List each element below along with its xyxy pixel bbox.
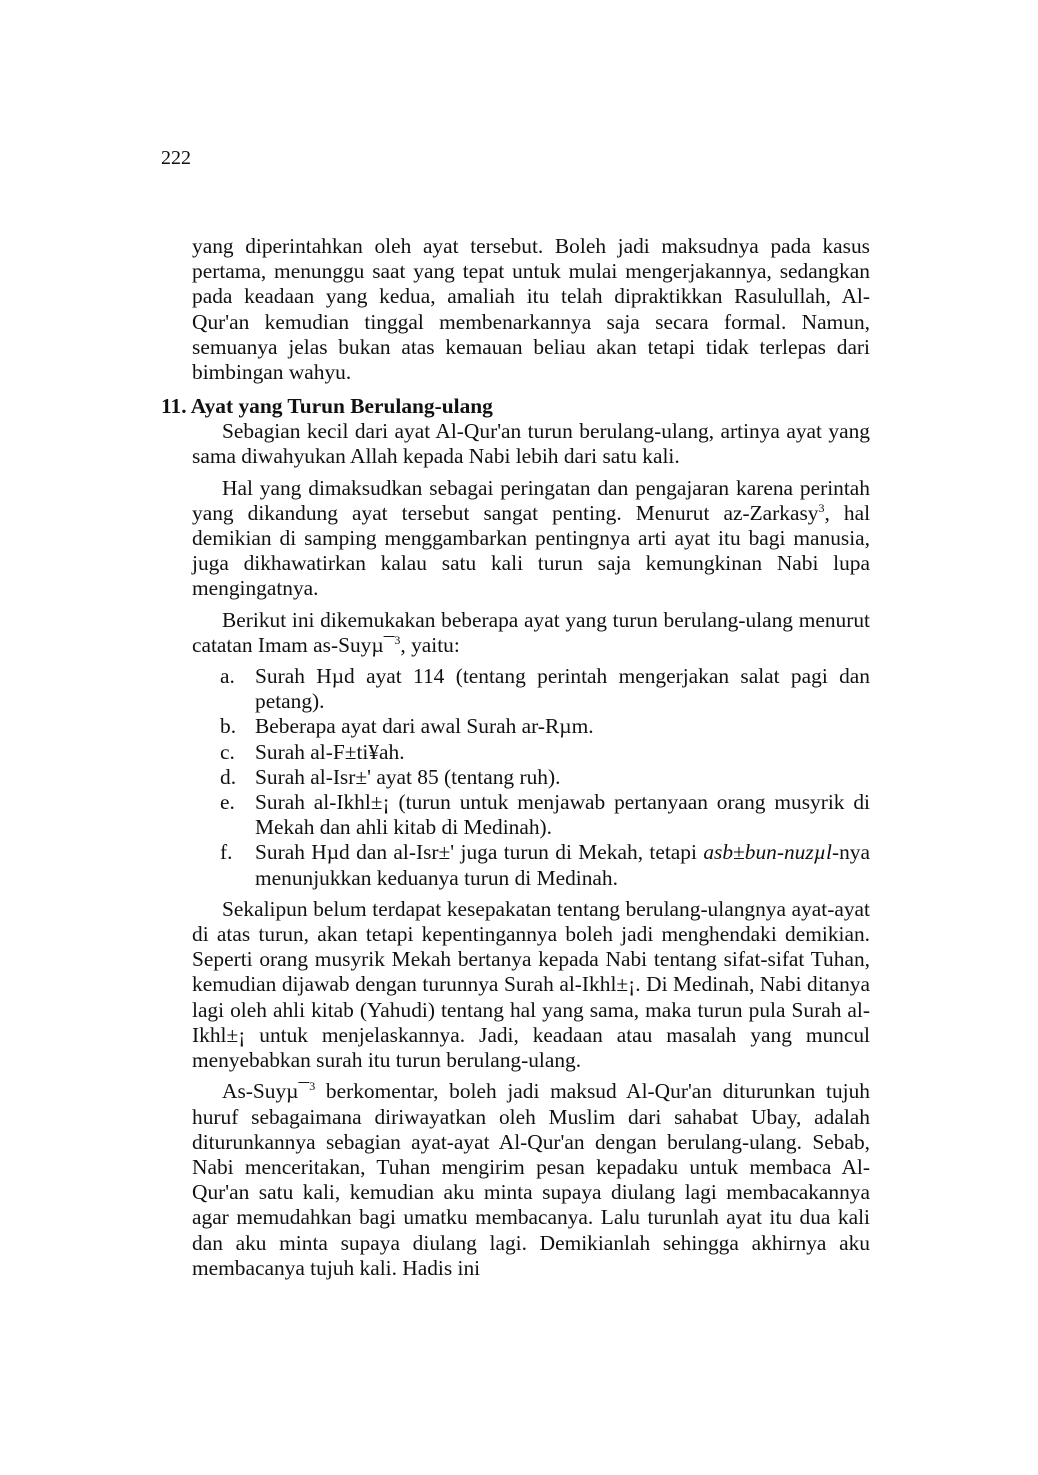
list-marker: a. <box>220 664 235 689</box>
list-item <box>192 765 870 790</box>
text-run: -nya menunjukkan keduanya turun di Medinah. <box>255 840 870 890</box>
footnote-ref: 3 <box>309 1079 316 1094</box>
footnote-ref: 3 <box>394 632 401 647</box>
list-marker: e. <box>220 790 235 815</box>
list-item-text <box>255 840 870 890</box>
list-item-text: Surah al-Isr±' ayat 85 (tentang ruh). <box>255 764 561 789</box>
list-item <box>192 714 870 739</box>
footnote-ref: 3 <box>818 500 825 515</box>
list-item <box>192 664 870 714</box>
paragraph-continuation: yang diperintahkan oleh ayat tersebut. Boleh jadi maksudnya pada kasus pertama, menunggu saat yang tepat untuk mulai mengerjakannya, sedangkan pada keadaan yang kedua, amaliah itu telah dipraktikkan Rasulullah, Al-Qur'an kemudian tinggal membenarkannya saja secara formal. Namun, semuanya jelas bukan atas kemauan beliau akan tetapi tidak terlepas dari bimbingan wahyu. <box>192 234 870 385</box>
paragraph-intro: Sebagian kecil dari ayat Al-Qur'an turun berulang-ulang, artinya ayat yang sama diwahyukan Allah kepada Nabi lebih dari satu kali. <box>192 419 870 469</box>
list-item <box>192 740 870 765</box>
list-marker: c. <box>220 739 235 764</box>
list-marker: d. <box>220 764 237 789</box>
text-run: , yaitu: <box>400 632 460 657</box>
text-run: , hal demikian di samping menggambarkan pentingnya arti ayat itu bagi manusia, juga dikhawatirkan kalau satu kali turun saja kemungkinan Nabi lupa mengingatnya. <box>192 500 871 601</box>
section-heading: 11. Ayat yang Turun Berulang-ulang <box>161 394 493 419</box>
text-run: Berikut ini dikemukakan beberapa ayat yang turun berulang-ulang menurut catatan Imam as-Suyµ¯ <box>192 607 870 657</box>
surah-list <box>192 664 870 891</box>
page-number: 222 <box>161 147 191 169</box>
text-run: Hal yang dimaksudkan sebagai peringatan dan pengajaran karena perintah yang dikandung ayat tersebut sangat penting. Menurut az-Zarkasy <box>192 475 870 525</box>
paragraph-list-intro <box>192 608 870 658</box>
text-run: As-Suyµ¯ <box>222 1079 310 1104</box>
list-marker: b. <box>220 714 237 739</box>
list-item <box>192 790 870 840</box>
list-item-text: Surah al-F±ti¥ah. <box>255 739 405 764</box>
list-item-text: Beberapa ayat dari awal Surah ar-Rµm. <box>255 714 594 739</box>
page-body <box>161 234 871 1287</box>
list-item <box>192 840 870 890</box>
text-run: Surah Hµd dan al-Isr±' juga turun di Mekah, tetapi <box>255 840 704 865</box>
text-run: berkomentar, boleh jadi maksud Al-Qur'an diturunkan tujuh huruf sebagaimana diriwayatkan oleh Muslim dari sahabat Ubay, adalah diturunkannya sebagian ayat-ayat Al-Qur'an dengan berulang-ulang. Sebab, Nabi menceritakan, Tuhan mengirim pesan kepadaku untuk membaca Al-Qur'an satu kali, kemudian aku minta supaya diulang lagi membacakannya agar memudahkan bagi umatku membacanya. Lalu turunlah ayat itu dua kali dan aku minta supaya diulang lagi. Demikianlah sehingga akhirnya aku membacanya tujuh kali. Hadis ini <box>192 1079 870 1280</box>
list-item-text: Surah al-Ikhl±¡ (turun untuk menjawab pertanyaan orang musyrik di Mekah dan ahli kitab di Medinah). <box>255 790 870 840</box>
paragraph-explanation: Sekalipun belum terdapat kesepakatan tentang berulang-ulangnya ayat-ayat di atas turun, akan tetapi kepentingannya boleh jadi menghendaki demikian. Seperti orang musyrik Mekah bertanya kepada Nabi tentang sifat-sifat Tuhan, kemudian dijawab dengan turunnya Surah al-Ikhl±¡. Di Medinah, Nabi ditanya lagi oleh ahli kitab (Yahudi) tentang hal yang sama, maka turun pula Surah al-Ikhl±¡ untuk menjelaskannya. Jadi, keadaan atau masalah yang muncul menyebabkan surah itu turun berulang-ulang. <box>192 896 870 1073</box>
italic-term: asb±bun-nuzµl <box>703 840 832 865</box>
list-item-text: Surah Hµd ayat 114 (tentang perintah mengerjakan salat pagi dan petang). <box>255 664 870 714</box>
list-marker: f. <box>220 840 233 865</box>
paragraph-suyuti-comment <box>192 1079 870 1281</box>
paragraph-zarkasy <box>192 476 870 602</box>
